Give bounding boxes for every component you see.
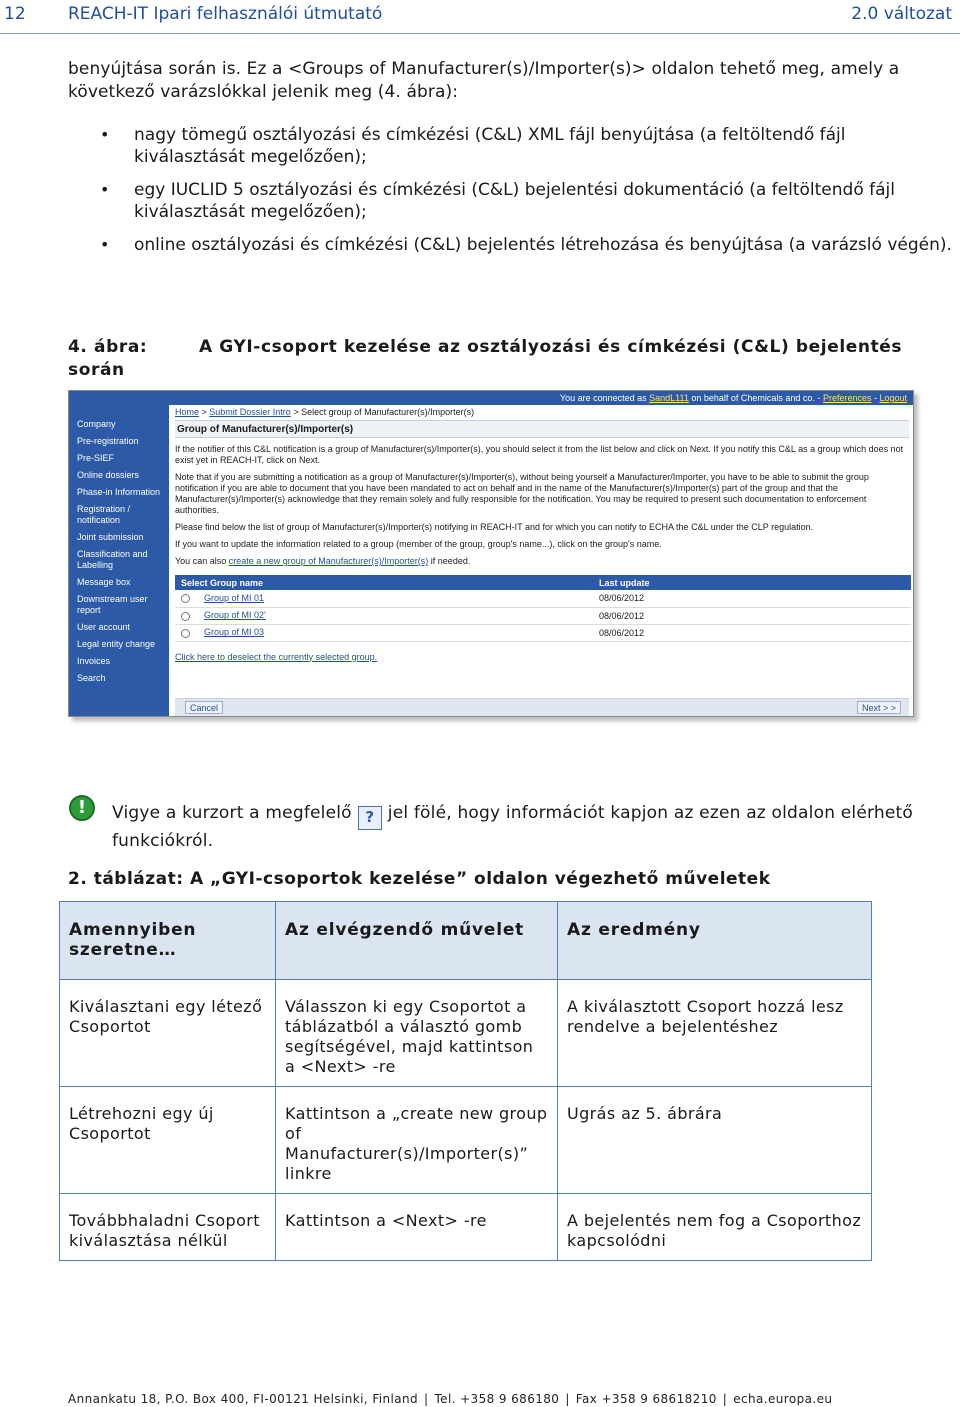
- tip-text: [112, 802, 932, 853]
- sidebar-item-phase-in[interactable]: Phase-in Information: [77, 487, 161, 497]
- topbar-text: You are connected as: [559, 393, 650, 403]
- operations-table: [59, 901, 872, 1261]
- footer-separator: |: [565, 1392, 570, 1406]
- column-header-name: Select Group name: [175, 575, 593, 590]
- table-cell: A kiválasztott Csoport hozzá lesz rendelve a bejelentéshez: [558, 980, 872, 1087]
- breadcrumb-submit-link[interactable]: Submit Dossier Intro: [209, 407, 291, 417]
- table-caption: 2. táblázat: A „GYI-csoportok kezelése” oldalon végezhető műveletek: [68, 869, 771, 889]
- sidebar-item-invoices[interactable]: Invoices: [77, 656, 111, 666]
- tip-text-part: Vigye a kurzort a megfelelő: [112, 803, 352, 823]
- table-cell: Létrehozni egy új Csoportot: [60, 1087, 276, 1194]
- footer-separator: |: [722, 1392, 728, 1406]
- help-text-part: You can also: [175, 556, 229, 566]
- logout-link[interactable]: Logout: [879, 393, 907, 403]
- column-header-date: Last update: [593, 575, 911, 590]
- group-table: [175, 575, 911, 642]
- page-header: [0, 0, 960, 34]
- reach-it-screenshot: [68, 390, 914, 717]
- sidebar-item-user-account[interactable]: User account: [77, 622, 131, 632]
- table-row: [175, 607, 911, 624]
- tip-text-part: jel fölé, hogy információt kapjon az ezen az oldalon elérhető funkciókról.: [112, 803, 914, 851]
- figure-caption: [68, 336, 948, 382]
- next-button[interactable]: Next > >: [857, 701, 901, 714]
- breadcrumb-separator: >: [199, 407, 210, 417]
- table-header-row: [60, 902, 872, 980]
- page-footer: [68, 1392, 832, 1406]
- group-name-link[interactable]: Group of MI 03: [204, 627, 265, 638]
- breadcrumb-home-link[interactable]: Home: [175, 407, 200, 417]
- table-row: [60, 1087, 872, 1194]
- sidebar-item-joint-submission[interactable]: Joint submission: [77, 532, 144, 542]
- list-item: • nagy tömegű osztályozási és címkézési (C&L) XML fájl benyújtása (a feltöltendő fájl kiválasztását megelőzően);: [100, 124, 955, 168]
- intro-paragraph: benyújtása során is. Ez a <Groups of Manufacturer(s)/Importer(s)> oldalon tehető meg, amely a következő varázslókkal jelenik meg (4. ábra):: [68, 59, 900, 102]
- sidebar-item-registration[interactable]: Registration / notification: [77, 504, 131, 525]
- sidebar-item-online-dossiers[interactable]: Online dossiers: [77, 470, 140, 480]
- preferences-link[interactable]: Preferences: [822, 393, 872, 403]
- page-number: 12: [4, 4, 26, 24]
- column-header: Az elvégzendő művelet: [276, 902, 558, 980]
- sidebar-item-pre-registration[interactable]: Pre-registration: [77, 436, 139, 446]
- sidebar-item-classification[interactable]: Classification and Labelling: [77, 549, 148, 570]
- group-date: 08/06/2012: [593, 590, 911, 607]
- section-title: Group of Manufacturer(s)/Importer(s): [175, 420, 909, 438]
- table-cell: Továbbhaladni Csoport kiválasztása nélkül: [60, 1194, 276, 1261]
- table-cell: A bejelentés nem fog a Csoporthoz kapcsolódni: [558, 1194, 872, 1261]
- user-link[interactable]: SandL111: [649, 393, 689, 403]
- group-radio[interactable]: [181, 629, 190, 638]
- help-text: If the notifier of this C&L notification is a group of Manufacturer(s)/Importer(s), you should select it from the list below and click on Next. If you notify this C&L as a group which does not exist yet in REACH-IT, click on Next.: [175, 444, 904, 465]
- sidebar-item-pre-sief[interactable]: Pre-SIEF: [77, 453, 115, 463]
- table-cell: Kiválasztani egy létező Csoportot: [60, 980, 276, 1087]
- footer-web[interactable]: echa.europa.eu: [733, 1392, 833, 1406]
- group-radio[interactable]: [181, 594, 190, 603]
- figure-number: 4. ábra:: [68, 337, 148, 357]
- cancel-button[interactable]: Cancel: [185, 701, 223, 714]
- button-bar: [175, 698, 909, 716]
- table-row: [60, 980, 872, 1087]
- document-version: 2.0 változat: [851, 4, 952, 24]
- table-row: [175, 624, 911, 641]
- table-cell: Ugrás az 5. ábrára: [558, 1087, 872, 1194]
- help-text: Note that if you are submitting a notification as a group of Manufacturer(s)/Importer(s), without being yourself a Manufacturer/Importer, you have to be able to submit the group notification if you are able to document that you have been mandated to act on behalf and in the name of the Manufacturer(s)/Importer(s) part of the group and that the Manufacturer(s)/Importer(s) acknowledge that they remain solely and fully responsible for the notification. You may be required to present such documentation to enforcement authorities.: [175, 472, 869, 515]
- table-cell: Kattintson a „create new group of Manufacturer(s)/Importer(s)” linkre: [276, 1087, 558, 1194]
- screenshot-topbar: [69, 391, 913, 405]
- footer-address: Annankatu 18, P.O. Box 400, FI-00121 Helsinki, Finland: [68, 1392, 419, 1406]
- table-header-row: [175, 575, 911, 590]
- help-text: If you want to update the information related to a group (member of the group, group's name...), click on the group's name.: [175, 539, 662, 549]
- sidebar-item-search[interactable]: Search: [77, 673, 106, 683]
- breadcrumb-current: > Select group of Manufacturer(s)/Importer(s): [290, 407, 475, 417]
- document-title: REACH-IT Ipari felhasználói útmutató: [68, 4, 383, 24]
- sidebar-item-legal-entity-change[interactable]: Legal entity change: [77, 639, 156, 649]
- column-header: Amennyiben szeretne…: [60, 902, 276, 980]
- list-item: • egy IUCLID 5 osztályozási és címkézési (C&L) bejelentési dokumentáció (a feltöltendő fájl kiválasztását megelőzően);: [100, 179, 955, 223]
- list-item: • online osztályozási és címkézési (C&L) bejelentés létrehozása és benyújtása (a varázsló végén).: [100, 234, 955, 256]
- group-name-link[interactable]: Group of MI 02': [204, 610, 266, 621]
- table-row: [60, 1194, 872, 1261]
- column-header: Az eredmény: [558, 902, 872, 980]
- deselect-link[interactable]: Click here to deselect the currently selected group.: [175, 651, 378, 662]
- group-cell: [175, 607, 593, 624]
- help-text-part: if needed.: [428, 556, 471, 566]
- screenshot-main: [169, 405, 914, 717]
- group-date: 08/06/2012: [593, 607, 911, 624]
- breadcrumb: [175, 407, 909, 417]
- exclamation-icon: !: [69, 795, 95, 821]
- table-cell: Válasszon ki egy Csoportot a táblázatból a választó gomb segítségével, majd kattintson a <Next> -re: [276, 980, 558, 1087]
- create-group-link[interactable]: create a new group of Manufacturer(s)/Importer(s): [228, 556, 429, 566]
- wizard-list: [100, 124, 955, 267]
- group-cell: [175, 590, 593, 607]
- footer-tel: Tel. +358 9 686180: [434, 1392, 560, 1406]
- screenshot-sidebar: [69, 405, 169, 717]
- topbar-separator: -: [871, 393, 880, 403]
- group-date: 08/06/2012: [593, 624, 911, 641]
- help-text: [175, 556, 909, 567]
- footer-separator: |: [424, 1392, 429, 1406]
- sidebar-item-message-box[interactable]: Message box: [77, 577, 131, 587]
- sidebar-item-downstream-report[interactable]: Downstream user report: [77, 594, 148, 615]
- topbar-text: on behalf of Chemicals and co. -: [688, 393, 823, 403]
- group-radio[interactable]: [181, 612, 190, 621]
- group-name-link[interactable]: Group of MI 01: [204, 593, 265, 604]
- table-cell: Kattintson a <Next> -re: [276, 1194, 558, 1261]
- footer-fax: Fax +358 9 68618210: [575, 1392, 717, 1406]
- table-row: [175, 590, 911, 607]
- group-cell: [175, 624, 593, 641]
- help-icon: ?: [358, 806, 382, 830]
- figure-title: A GYI-csoport kezelése az osztályozási és címkézési (C&L) bejelentés során: [68, 337, 903, 380]
- sidebar-item-company[interactable]: Company: [77, 419, 116, 429]
- help-text: Please find below the list of group of Manufacturer(s)/Importer(s) notifying in REACH-IT and for which you can notify to ECHA the C&L under the CLP regulation.: [175, 522, 814, 532]
